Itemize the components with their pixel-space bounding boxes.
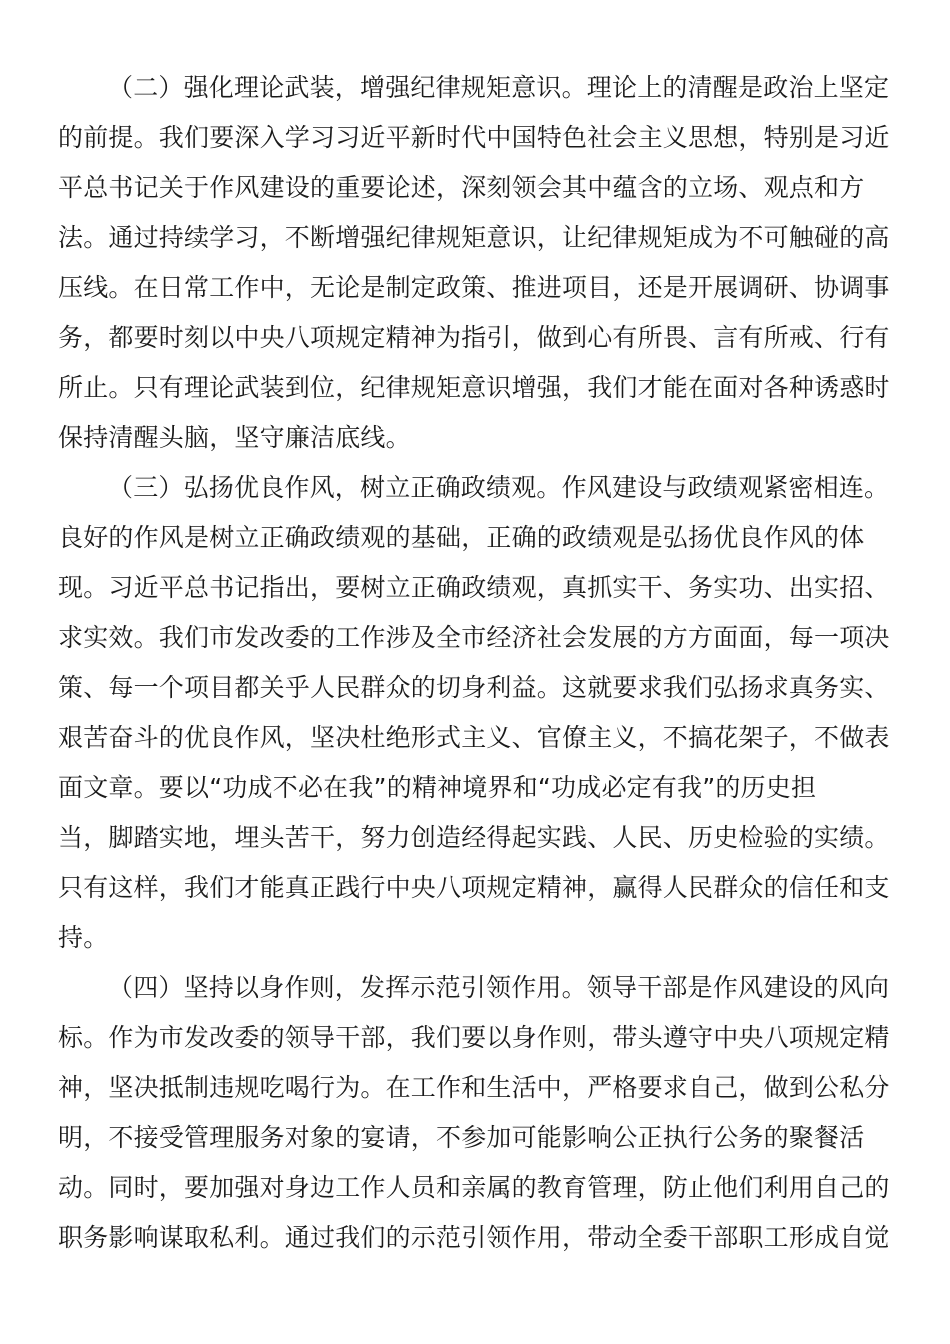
paragraph-section-3 [58,463,890,963]
text-line: （二）强化理论武装，增强纪律规矩意识。理论上的清醒是政治上坚定 [108,73,890,102]
text-line: 保持清醒头脑，坚守廉洁底线。 [58,423,411,452]
text-line: 压线。在日常工作中，无论是制定政策、推进项目，还是开展调研、协调事 [58,273,890,302]
document-body [58,63,890,1263]
text-line: 策、每一个项目都关乎人民群众的切身利益。这就要求我们弘扬求真务实、 [58,673,890,702]
text-line: 面文章。要以“功成不必在我”的精神境界和“功成必定有我”的历史担 [58,773,817,802]
text-line: 标。作为市发改委的领导干部，我们要以身作则，带头遵守中央八项规定精 [58,1023,890,1052]
text-line: 持。 [58,923,109,952]
text-line: 平总书记关于作风建设的重要论述，深刻领会其中蕴含的立场、观点和方 [58,173,865,202]
text-line: 明，不接受管理服务对象的宴请，不参加可能影响公正执行公务的聚餐活 [58,1123,865,1152]
text-line: （三）弘扬优良作风，树立正确政绩观。作风建设与政绩观紧密相连。 [108,473,890,502]
text-line: 务，都要时刻以中央八项规定精神为指引，做到心有所畏、言有所戒、行有 [58,323,890,352]
text-line: 良好的作风是树立正确政绩观的基础，正确的政绩观是弘扬优良作风的体 [58,523,865,552]
text-line: 只有这样，我们才能真正践行中央八项规定精神，赢得人民群众的信任和支 [58,873,890,902]
text-line: 的前提。我们要深入学习习近平新时代中国特色社会主义思想，特别是习近 [58,123,890,152]
text-line: 艰苦奋斗的优良作风，坚决杜绝形式主义、官僚主义，不搞花架子，不做表 [58,723,890,752]
text-line: 动。同时，要加强对身边工作人员和亲属的教育管理，防止他们利用自己的 [58,1173,890,1202]
text-line: 所止。只有理论武装到位，纪律规矩意识增强，我们才能在面对各种诱惑时 [58,373,890,402]
text-line: 法。通过持续学习，不断增强纪律规矩意识，让纪律规矩成为不可触碰的高 [58,223,890,252]
paragraph-section-2 [58,63,890,463]
text-line: 现。习近平总书记指出，要树立正确政绩观，真抓实干、务实功、出实招、 [58,573,890,602]
text-line: 当，脚踏实地，埋头苦干，努力创造经得起实践、人民、历史检验的实绩。 [58,823,890,852]
text-line: （四）坚持以身作则，发挥示范引领作用。领导干部是作风建设的风向 [108,973,890,1002]
paragraph-section-4 [58,963,890,1263]
text-line: 求实效。我们市发改委的工作涉及全市经济社会发展的方方面面，每一项决 [58,623,890,652]
text-line: 神，坚决抵制违规吃喝行为。在工作和生活中，严格要求自己，做到公私分 [58,1073,890,1102]
text-line: 职务影响谋取私利。通过我们的示范引领作用，带动全委干部职工形成自觉 [58,1223,890,1252]
